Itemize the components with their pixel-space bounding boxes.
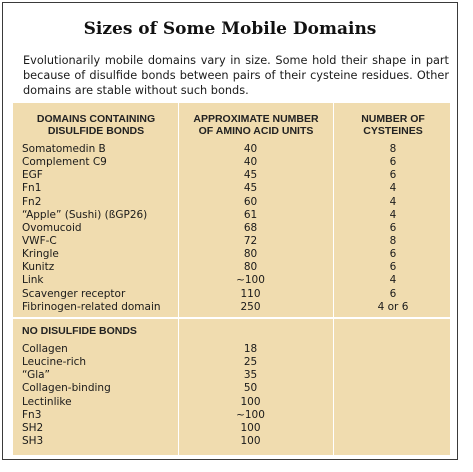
table-row: SH3 100: [22, 434, 261, 447]
table-row: Collagen 18: [22, 343, 258, 355]
table-row: Somatomedin B 40 8: [22, 143, 397, 155]
table-row: EGF 45 6: [22, 169, 397, 182]
intro-text: Evolutionarily mobile domains vary in size. Some hold their shape in part because of disulfide bonds between pairs of their cysteine residues. Other domains are stable without such bonds.: [23, 54, 449, 97]
no-disulfide-header: NO DISULFIDE BONDS: [22, 325, 137, 337]
header-domains: DOMAINS CONTAINING DISULFIDE BONDS: [36, 113, 156, 137]
table-row: SH2 100: [22, 421, 261, 434]
table-row: Lectinlike 100: [22, 395, 261, 408]
table-row: “Apple” (Sushi) (ßGP26) 61 4: [22, 208, 397, 221]
table-row: Collagen-binding 50: [22, 382, 258, 395]
table-row: Link ~100 4: [22, 274, 397, 287]
figure-box: [2, 2, 458, 460]
header-cysteines: NUMBER OF CYSTEINES: [361, 113, 425, 137]
table-row: “Gla” 35: [22, 369, 258, 382]
table-row: Fn3 ~100: [22, 408, 265, 421]
table-row: Scavenger receptor 110 6: [22, 287, 397, 300]
table-row: Fn1 45 4: [22, 182, 397, 195]
figure-title: Sizes of Some Mobile Domains: [83, 19, 377, 39]
domains-table: [13, 103, 450, 455]
table-row: Leucine-rich 25: [22, 356, 258, 369]
header-amino-acids: APPROXIMATE NUMBER OF AMINO ACID UNITS: [193, 113, 319, 137]
section-divider: [13, 317, 450, 319]
table-row: Kunitz 80 6: [22, 261, 397, 274]
table-row: Ovomucoid 68 6: [22, 221, 397, 234]
disulfide-rows: [13, 143, 450, 314]
table-row: Fn2 60 4: [22, 195, 397, 208]
table-row: VWF-C 72 8: [22, 234, 397, 247]
table-row: Kringle 80 6: [22, 248, 397, 261]
table-row: Complement C9 40 6: [22, 156, 397, 169]
table-row: Fibrinogen-related domain 250 4 or 6: [22, 300, 409, 313]
no-disulfide-rows: [13, 343, 450, 448]
